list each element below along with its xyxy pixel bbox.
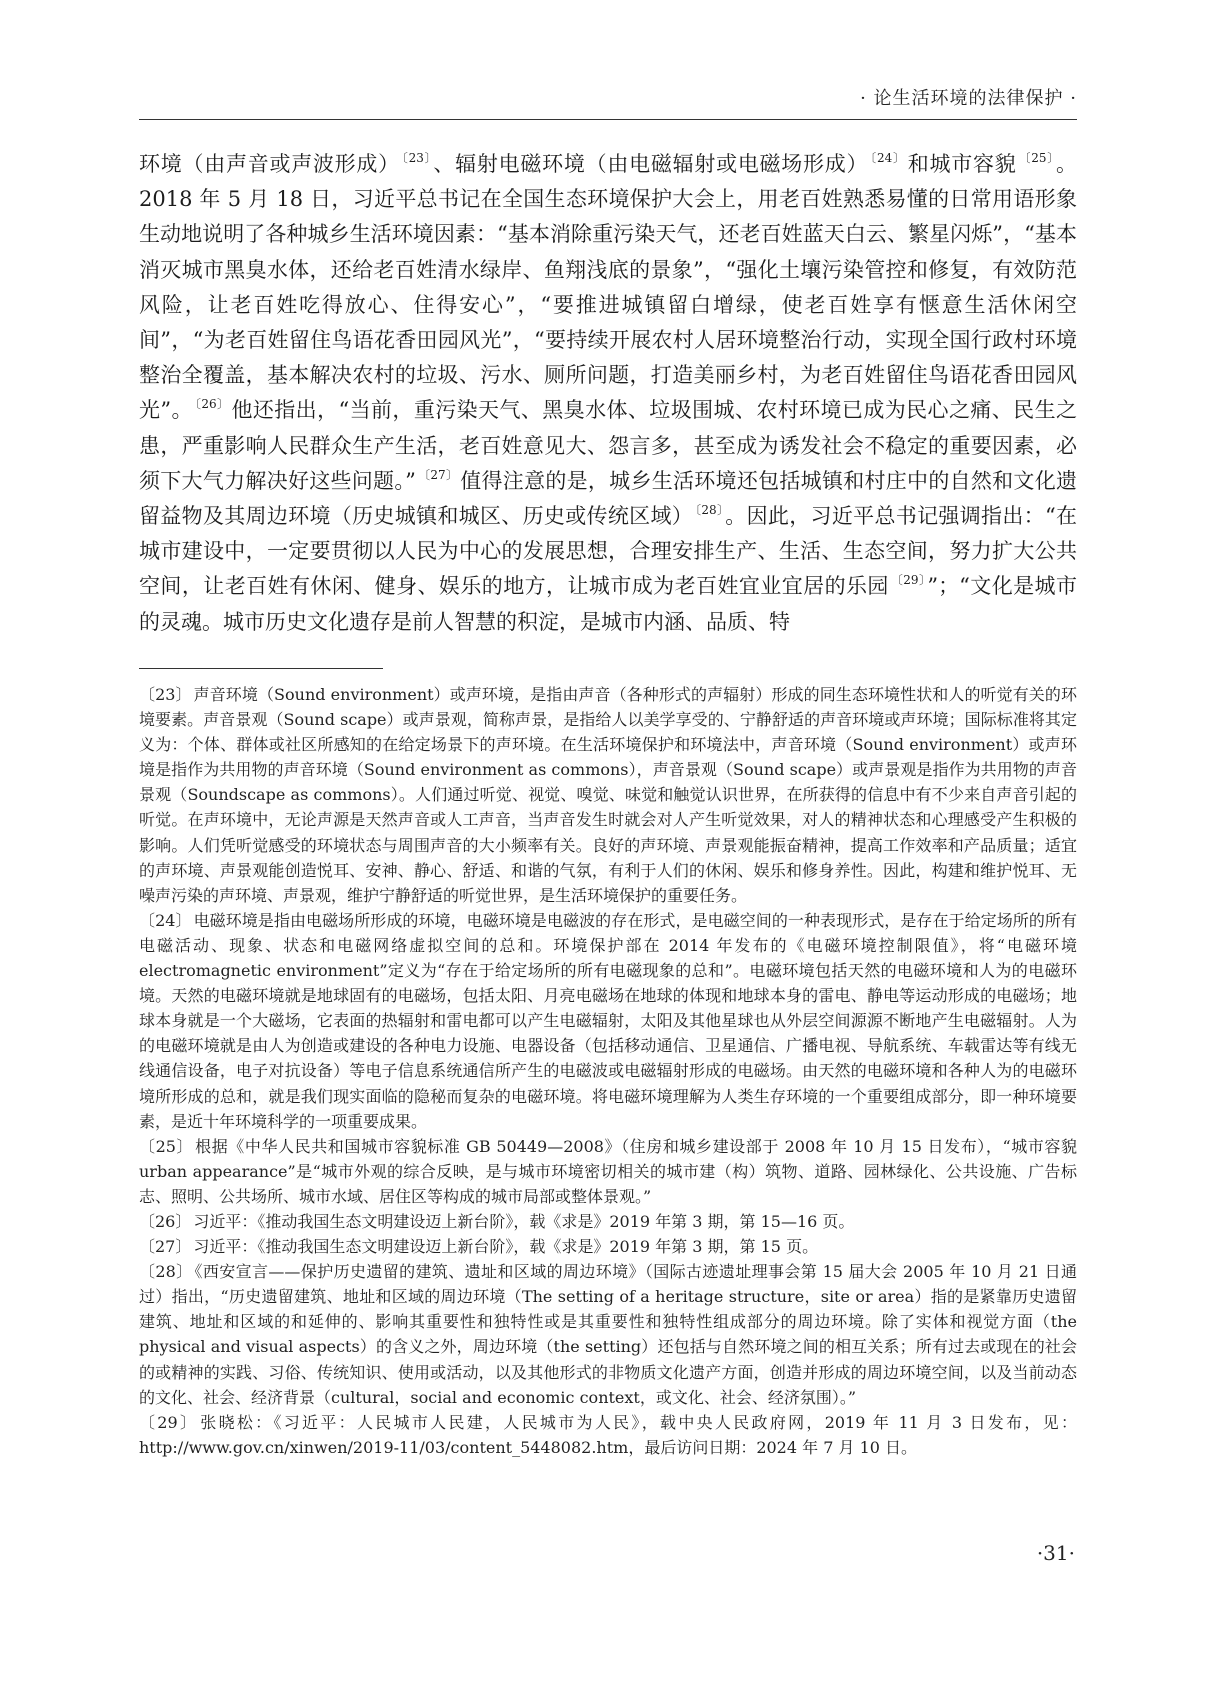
body-segment: 他还指出，“当前，重污染天气、黑臭水体、垃圾围城、农村环境已成为民心之痛、民生之患，严重影响人民群众生产生活，老百姓意见大、怨言多，甚至成为诱发社会不稳定的重要因素，必须下大气力解决好这些问题。” xyxy=(139,398,1077,493)
body-segment: 。因此，习近平总书记强调指出：“在城市建设中，一定要贯彻以人民为中心的发展思想，合理安排生产、生活、生态空间，努力扩大公共空间，让老百姓有休闲、健身、娱乐的地方，让城市成为老百姓宜业宜居的乐园 xyxy=(139,504,1077,599)
footnote-text: 电磁环境是指由电磁场所形成的环境，电磁环境是电磁波的存在形式，是电磁空间的一种表现形式，是存在于给定场所的所有电磁活动、现象、状态和电磁网络虚拟空间的总和。环境保护部在 2014 年发布的《电磁环境控制限值》，将“电磁环境 electromagnetic environment”定义为“存在于给定场所的所有电磁现象的总和”。电磁环境包括天然的电磁环境和人为的电磁环境。天然的电磁环境就是地球固有的电磁场，包括太阳、月亮电磁场在地球的体现和地球本身的雷电、静电等运动形成的电磁场；地球本身就是一个大磁场，它表面的热辐射和雷电都可以产生电磁辐射，太阳及其他星球也从外层空间源源不断地产生电磁辐射。人为的电磁环境就是由人为创造或建设的各种电力设施、电器设备（包括移动通信、卫星通信、广播电视、导航系统、车载雷达等有线无线通信设备，电子对抗设备）等电子信息系统通信所产生的电磁波或电磁辐射形成的电磁场。由天然的电磁环境和各种人为的电磁环境所形成的总和，就是我们现实面临的隐秘而复杂的电磁环境。将电磁环境理解为人类生存环境的一个重要组成部分，即一种环境要素，是近十年环境科学的一项重要成果。 xyxy=(139,910,1077,1131)
footnote-divider xyxy=(139,668,383,669)
footnote-number: 〔28〕 xyxy=(139,1262,193,1282)
body-segment: 和城市容貌 xyxy=(907,152,1017,176)
footnote-28 xyxy=(139,1259,1077,1410)
body-segment: 、辐射电磁环境（由电磁辐射或电磁场形成） xyxy=(433,152,869,176)
footnote-ref-26[interactable]: 〔26〕 xyxy=(194,397,230,412)
footnote-26 xyxy=(139,1209,1077,1234)
footnote-text: 根据《中华人民共和国城市容貌标准 GB 50449—2008》（住房和城乡建设部于 2008 年 10 月 15 日发布），“城市容貌 urban appearance”是“城市外观的综合反映，是与城市环境密切相关的城市建（构）筑物、道路、园林绿化、公共设施、广告标志、照明、公共场所、城市水域、居住区等构成的城市局部或整体景观。” xyxy=(139,1136,1077,1206)
footnote-29 xyxy=(139,1410,1077,1460)
footnote-text: 张晓松：《习近平：人民城市人民建，人民城市为人民》，载中央人民政府网，2019 年 11 月 3 日发布，见：http://www.gov.cn/xinwen/2019-11/03/content_5448082.htm，最后访问日期：2024 年 7 月 10 日。 xyxy=(139,1412,1077,1457)
footnote-ref-23[interactable]: 〔23〕 xyxy=(401,151,432,165)
footnote-ref-24[interactable]: 〔24〕 xyxy=(870,151,906,165)
footnote-text: 习近平：《推动我国生态文明建设迈上新台阶》，载《求是》2019 年第 3 期，第 15—16 页。 xyxy=(193,1211,855,1231)
body-paragraph xyxy=(139,147,1077,640)
footnote-number: 〔26〕 xyxy=(139,1211,192,1231)
body-segment: 环境（由声音或声波形成） xyxy=(139,152,400,176)
footnote-number: 〔25〕 xyxy=(139,1136,194,1156)
body-segment: ”；“文化是城市的灵魂。城市历史文化遗存是前人智慧的积淀，是城市内涵、品质、特 xyxy=(139,574,1077,634)
footnote-text: 习近平：《推动我国生态文明建设迈上新台阶》，载《求是》2019 年第 3 期，第 15 页。 xyxy=(193,1237,819,1257)
footnote-number: 〔24〕 xyxy=(139,910,192,930)
footnote-number: 〔29〕 xyxy=(139,1412,199,1432)
footnote-ref-25[interactable]: 〔25〕 xyxy=(1018,151,1054,165)
footnote-ref-27[interactable]: 〔27〕 xyxy=(417,467,459,482)
footnote-text: 声音环境（Sound environment）或声环境，是指由声音（各种形式的声辐射）形成的同生态环境性状和人的听觉有关的环境要素。声音景观（Sound scape）或声景观，简称声景，是指给人以美学享受的、宁静舒适的声音环境或声环境；国际标准将其定义为：个体、群体或社区所感知的在给定场景下的声环境。在生活环境保护和环境法中，声音环境（Sound environment）或声环境是指作为共用物的声音环境（Sound environment as commons），声音景观（Sound scape）或声景观是指作为共用物的声音景观（Soundscape as commons）。人们通过听觉、视觉、嗅觉、味觉和触觉认识世界，在所获得的信息中有不少来自声音引起的听觉。在声环境中，无论声源是天然声音或人工声音，当声音发生时就会对人产生听觉效果，对人的精神状态和心理感受产生积极的影响。人们凭听觉感受的环境状态与周围声音的大小频率有关。良好的声环境、声景观能振奋精神，提高工作效率和产品质量；适宜的声环境、声景观能创造悦耳、安神、静心、舒适、和谐的气氛，有利于人们的休闲、娱乐和修身养性。因此，构建和维护悦耳、无噪声污染的声环境、声景观，维护宁静舒适的听觉世界，是生活环境保护的重要任务。 xyxy=(139,685,1077,905)
footnote-text: 《西安宣言——保护历史遗留的建筑、遗址和区域的周边环境》（国际古迹遗址理事会第 15 届大会 2005 年 10 月 21 日通过）指出，“历史遗留建筑、地址和区域的周边环境（The setting of a heritage structure，site or area）指的是紧靠历史遗留建筑、地址和区域的和延伸的、影响其重要性和独特性或是其重要性和独特性组成部分的周边环境。除了实体和视觉方面（the physical and visual aspects）的含义之外，周边环境（the setting）还包括与自然环境之间的相互关系；所有过去或现在的社会的或精神的实践、习俗、传统知识、使用或活动，以及其他形式的非物质文化遗产方面，创造并形成的周边环境空间，以及当前动态的文化、社会、经济背景（cultural，social and economic context，或文化、社会、经济氛围）。” xyxy=(139,1262,1077,1407)
footnote-ref-29[interactable]: 〔29〕 xyxy=(890,573,926,588)
footnote-23 xyxy=(139,682,1077,908)
page-number: ·31· xyxy=(1036,1541,1075,1565)
footnotes xyxy=(139,682,1077,1460)
running-header: · 论生活环境的法律保护 · xyxy=(860,88,1077,109)
body-text xyxy=(139,147,1077,640)
footnote-24 xyxy=(139,908,1077,1134)
footnote-number: 〔23〕 xyxy=(139,685,192,704)
body-segment: 。2018 年 5 月 18 日，习近平总书记在全国生态环境保护大会上，用老百姓熟悉易懂的日常用语形象生动地说明了各种城乡生活环境因素：“基本消除重污染天气，还老百姓蓝天白云、繁星闪烁”，“基本消灭城市黑臭水体，还给老百姓清水绿岸、鱼翔浅底的景象”，“强化土壤污染管控和修复，有效防范风险，让老百姓吃得放心、住得安心”，“要推进城镇留白增绿，使老百姓享有惬意生活休闲空间”，“为老百姓留住鸟语花香田园风光”，“要持续开展农村人居环境整治行动，实现全国行政村环境整治全覆盖，基本解决农村的垃圾、污水、厕所问题，打造美丽乡村，为老百姓留住鸟语花香田园风光”。 xyxy=(139,152,1077,423)
header-divider xyxy=(139,119,1077,120)
body-segment: 值得注意的是，城乡生活环境还包括城镇和村庄中的自然和文化遗留益物及其周边环境（历史城镇和城区、历史或传统区域） xyxy=(139,468,1077,529)
footnote-27 xyxy=(139,1234,1077,1259)
footnote-ref-28[interactable]: 〔28〕 xyxy=(695,503,724,518)
footnote-number: 〔27〕 xyxy=(139,1237,192,1257)
footnote-25 xyxy=(139,1134,1077,1209)
